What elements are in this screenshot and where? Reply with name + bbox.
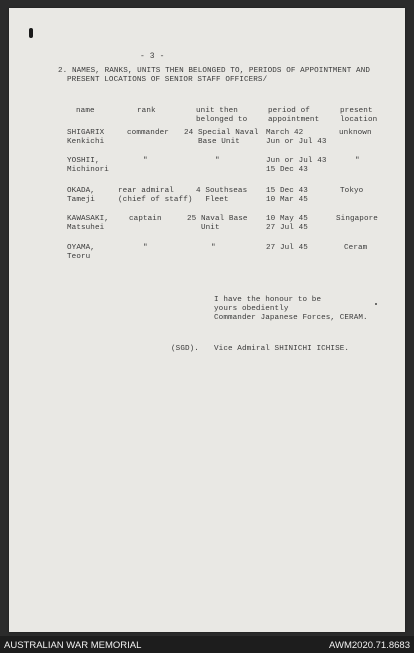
signature-sgd: (SGD).: [171, 345, 199, 353]
section-heading-line2: PRESENT LOCATIONS OF SENIOR STAFF OFFICERS/: [67, 76, 268, 84]
closing-line1: I have the honour to be: [214, 296, 322, 304]
cell-location: Tokyo: [340, 187, 364, 195]
cell-unit: 4 Southseas Fleet: [196, 187, 248, 204]
footer-accession-number: AWM2020.71.8683: [329, 640, 410, 651]
cell-unit: ": [215, 157, 220, 165]
cell-location: unknown: [339, 129, 372, 137]
column-header-name: name: [76, 107, 95, 115]
cell-period: 27 Jul 45: [266, 244, 308, 252]
footer-institution: AUSTRALIAN WAR MEMORIAL: [4, 640, 142, 651]
column-header-rank: rank: [137, 107, 156, 115]
cell-rank: rear admiral (chief of staff): [118, 187, 193, 204]
footer-bar: [0, 636, 414, 653]
cell-name: YOSHII, Michinori: [67, 157, 109, 174]
cell-rank: commander: [127, 129, 169, 137]
section-heading-line1: 2. NAMES, RANKS, UNITS THEN BELONGED TO, PERIODS OF APPOINTMENT AND: [58, 67, 371, 75]
cell-rank: ": [143, 157, 148, 165]
cell-period: Jun or Jul 43 15 Dec 43: [266, 157, 327, 174]
cell-location: Ceram: [344, 244, 368, 252]
cell-unit: ": [211, 244, 216, 252]
cell-name: KAWASAKI, Matsuhei: [67, 215, 109, 232]
cell-location: ": [355, 157, 360, 165]
column-header-location: present location: [340, 107, 378, 124]
closing-line3: Commander Japanese Forces, CERAM.: [214, 314, 368, 322]
cell-period: March 42 Jun or Jul 43: [266, 129, 327, 146]
page-number: - 3 -: [140, 52, 165, 61]
column-header-unit: unit then belonged to: [196, 107, 248, 124]
cell-rank: captain: [129, 215, 162, 223]
cell-name: OKADA, Tameji: [67, 187, 95, 204]
closing-line2: yours obediently: [214, 305, 289, 313]
cell-unit: 24 Special Naval Base Unit: [184, 129, 259, 146]
cell-name: SHIGARIX Kenkichi: [67, 129, 105, 146]
cell-unit: 25 Naval Base Unit: [187, 215, 248, 232]
cell-period: 10 May 45 27 Jul 45: [266, 215, 308, 232]
cell-period: 15 Dec 43 10 Mar 45: [266, 187, 308, 204]
column-header-period: period of appointment: [268, 107, 320, 124]
punch-hole-mark: [29, 28, 33, 38]
signature-name: Vice Admiral SHINICHI ICHISE.: [214, 345, 350, 353]
cell-rank: ": [143, 244, 148, 252]
cell-name: OYAMA, Teoru: [67, 244, 95, 261]
cell-location: Singapore: [336, 215, 378, 223]
ink-speck: [375, 303, 377, 305]
